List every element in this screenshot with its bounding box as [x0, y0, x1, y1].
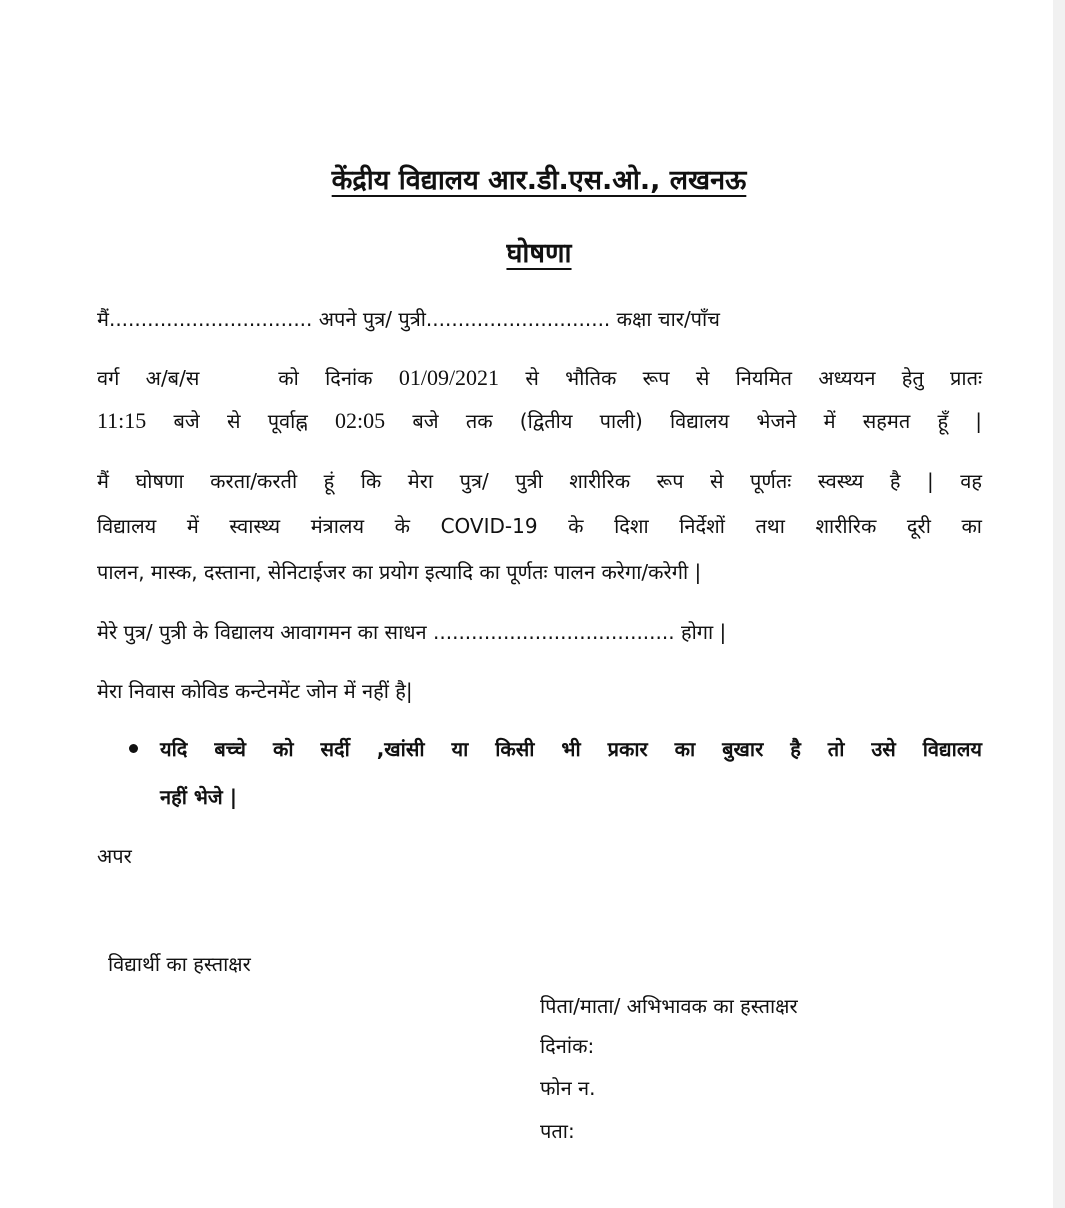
time-to: 02:05	[335, 408, 386, 433]
phone-label: फोन न.	[540, 1076, 596, 1100]
bullet-icon	[129, 744, 138, 753]
section-text: वर्ग अ/ब/स	[97, 366, 200, 390]
declaration-title: घोषणा	[506, 238, 572, 269]
apar-text: अपर	[97, 844, 132, 868]
bullet-line-2: नहीं भेजे |	[160, 785, 238, 809]
address-label: पता:	[540, 1119, 575, 1143]
time-from: 11:15	[97, 408, 147, 433]
timing-line	[97, 407, 982, 434]
health-declaration-line-3: पालन, मास्क, दस्ताना, सेनिटाईजर का प्रयोग इत्यादि का पूर्णतः पालन करेगा/करेगी |	[97, 560, 702, 584]
timing-middle: बजे से पूर्वाह्न	[173, 409, 308, 433]
student-signature-label: विद्यार्थी का हस्ताक्षर	[108, 952, 251, 976]
school-name-heading: केंद्रीय विद्यालय आर.डी.एस.ओ., लखनऊ	[331, 165, 747, 196]
start-date: 01/09/2021	[398, 365, 500, 390]
health-declaration-line-1: मैं घोषणा करता/करती हूं कि मेरा पुत्र/ पुत्री शारीरिक रूप से पूर्णतः स्वस्थ्य है | वह	[97, 469, 982, 493]
health-declaration-line-2: विद्यालय में स्वास्थ्य मंत्रालय के COVID-19 के दिशा निर्देशों तथा शारीरिक दूरी का	[97, 514, 982, 538]
transport-line: मेरे पुत्र/ पुत्री के विद्यालय आवागमन का साधन ...................................... होगा |	[97, 620, 727, 644]
date-suffix: से भौतिक रूप से नियमित अध्ययन हेतु प्रातः	[525, 366, 983, 390]
section-date-line	[97, 364, 982, 391]
bullet-line-1: यदि बच्चे को सर्दी ,खांसी या किसी भी प्रकार का बुखार है तो उसे विद्यालय	[160, 737, 982, 761]
date-label: दिनांक:	[540, 1034, 595, 1058]
date-prefix: को दिनांक	[278, 366, 373, 390]
timing-suffix: बजे तक (द्वितीय पाली) विद्यालय भेजने में सहमत हूँ |	[412, 409, 983, 433]
parent-signature-label: पिता/माता/ अभिभावक का हस्ताक्षर	[540, 994, 798, 1018]
student-class-line: मैं................................ अपने पुत्र/ पुत्री............................. कक्षा चार/पाँच	[97, 307, 720, 331]
containment-zone-line: मेरा निवास कोविड कन्टेनमेंट जोन में नहीं है|	[97, 679, 413, 703]
